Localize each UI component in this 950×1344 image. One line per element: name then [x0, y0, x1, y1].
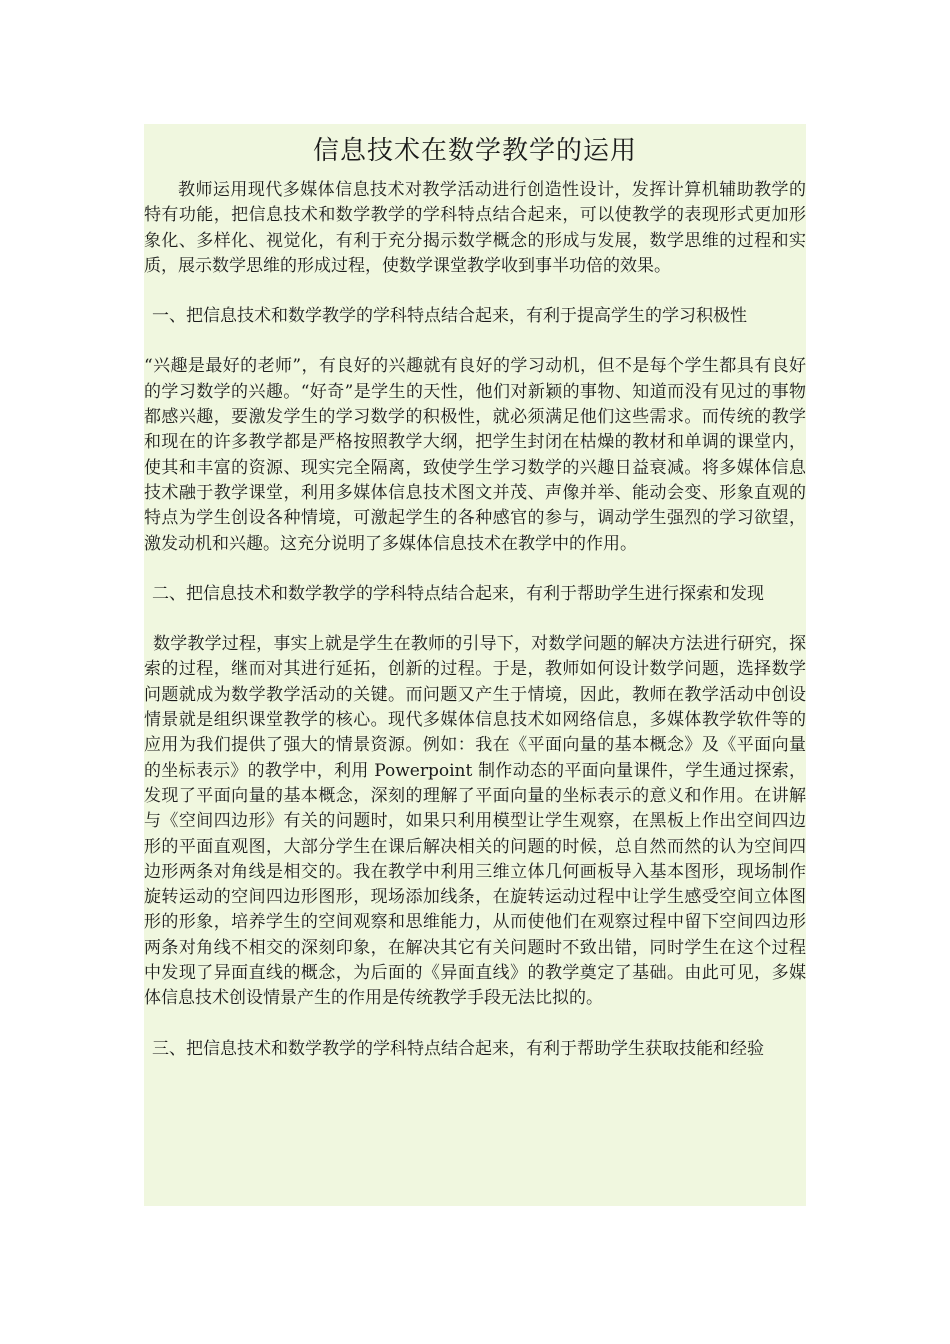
paragraph-gap	[144, 279, 806, 304]
paragraph-gap	[144, 607, 806, 632]
paragraph-gap	[144, 329, 806, 354]
section1-heading: 一、把信息技术和数学教学的学科特点结合起来，有利于提高学生的学习积极性	[152, 306, 747, 327]
section1-paragraph: “兴趣是最好的老师”，有良好的兴趣就有良好的学习动机，但不是每个学生都具有良好的学习数学的兴趣。“好奇”是学生的天性，他们对新颖的事物、知道而没有见过的事物都感兴趣，要激发学生的学习数学的积极性，就必须满足他们这些需求。而传统的教学和现在的许多教学都是严格按照教学大纲，把学生封闭在枯燥的教材和单调的课堂内，使其和丰富的资源、现实完全隔离，致使学生学习数学的兴趣日益衰减。将多媒体信息技术融于教学课堂，利用多媒体信息技术图文并茂、声像并举、能动会变、形象直观的特点为学生创设各种情境，可激起学生的各种感官的参与，调动学生强烈的学习欲望，激发动机和兴趣。这充分说明了多媒体信息技术在教学中的作用。	[144, 356, 806, 554]
section2-heading: 二、把信息技术和数学教学的学科特点结合起来，有利于帮助学生进行探索和发现	[152, 583, 764, 604]
paragraph-gap	[144, 1012, 806, 1037]
document-title: 信息技术在数学教学的运用	[312, 136, 637, 166]
section3-heading: 三、把信息技术和数学教学的学科特点结合起来，有利于帮助学生获取技能和经验	[152, 1038, 764, 1059]
intro-paragraph: 教师运用现代多媒体信息技术对教学活动进行创造性设计，发挥计算机辅助教学的特有功能，把信息技术和数学教学的学科特点结合起来，可以使教学的表现形式更加形象化、多样化、视觉化，有利于充分揭示数学概念的形成与发展，数学思维的过程和实质，展示数学思维的形成过程，使数学课堂教学收到事半功倍的效果。	[144, 180, 806, 276]
paragraph-gap	[144, 557, 806, 582]
section2-paragraph: 数学教学过程，事实上就是学生在教师的引导下，对数学问题的解决方法进行研究，探索的过程，继而对其进行延拓，创新的过程。于是，教师如何设计数学问题，选择数学问题就成为数学教学活动的关键。而问题又产生于情境，因此，教师在教学活动中创设情景就是组织课堂教学的核心。现代多媒体信息技术如网络信息，多媒体教学软件等的应用为我们提供了强大的情景资源。例如：我在《平面向量的基本概念》及《平面向量的坐标表示》的教学中，利用 Powerpoint 制作动态的平面向量课件，学生通过探索，发现了平面向量的基本概念，深刻的理解了平面向量的坐标表示的意义和作用。在讲解与《空间四边形》有关的问题时，如果只利用模型让学生观察，在黑板上作出空间四边形的平面直观图，大部分学生在课后解决相关的问题的时候，总自然而然的认为空间四边形两条对角线是相交的。我在教学中利用三维立体几何画板导入基本图形，现场制作旋转运动的空间四边形图形，现场添加线条，在旋转运动过程中让学生感受空间立体图形的形象，培养学生的空间观察和思维能力，从而使他们在观察过程中留下空间四边形两条对角线不相交的深刻印象，在解决其它有关问题时不致出错，同时学生在这个过程中发现了异面直线的概念，为后面的《异面直线》的教学奠定了基础。由此可见，多媒体信息技术创设情景产生的作用是传统教学手段无法比拟的。	[144, 634, 806, 1009]
document-body	[144, 124, 806, 1206]
